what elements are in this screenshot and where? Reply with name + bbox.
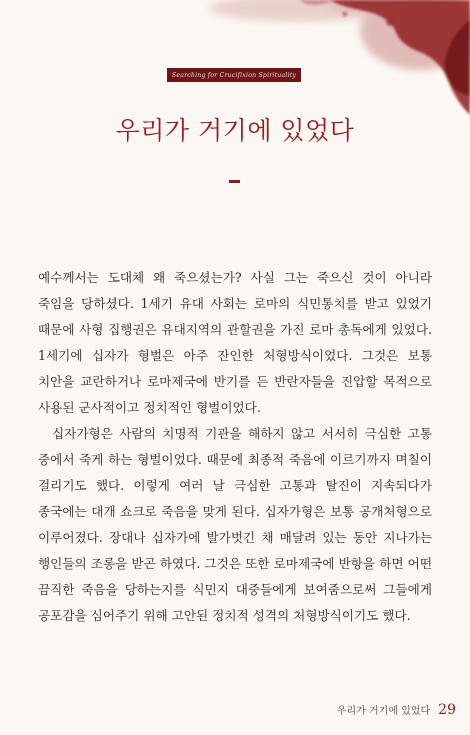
page-number: 29	[438, 702, 456, 718]
body-text	[38, 265, 432, 629]
paragraph-2: 십자가형은 사람의 치명적 기관을 해하지 않고 서서히 극심한 고통 중에서 죽게 하는 형벌이었다. 때문에 최종적 죽음에 이르기까지 며칠이 걸리기도 했다. 이렇게 여러 날 극심한 고통과 탈진이 지속되다가 종국에는 대개 쇼크로 죽음을 맞게 된다. 십자가형은 보통 공개처형으로 이루어졌다. 장대나 십자가에 발가벗긴 채 매달려 있는 동안 지나가는 행인들의 조롱을 받곤 하였다. 그것은 또한 로마제국에 반항을 하면 어떤 끔직한 죽음을 당하는지를 식민지 대중들에게 보여줌으로써 그들에게 공포감을 심어주기 위해 고안된 정치적 성격의 처형방식이기도 했다.	[38, 426, 432, 623]
title-divider-dash	[229, 180, 240, 183]
series-banner	[167, 68, 301, 82]
page-footer	[337, 702, 456, 718]
chapter-title: 우리가 거기에 있었다	[115, 116, 355, 145]
paragraph-1: 예수께서는 도대체 왜 죽으셨는가? 사실 그는 죽으신 것이 아니라 죽임을 당하셨다. 1세기 유대 사회는 로마의 식민통치를 받고 있었기 때문에 사형 집행권은 유대지역의 관할권을 가진 로마 총독에게 있었다. 1세기에 십자가 형벌은 아주 잔인한 처형방식이었다. 그것은 보통 치안을 교란하거나 로마제국에 반기를 든 반란자들을 진압할 목적으로 사용된 군사적이고 정치적인 형벌이었다.	[38, 270, 432, 415]
ink-stain-decoration	[0, 0, 470, 120]
series-banner-text: Searching for Crucifixion Spirituality	[171, 71, 297, 79]
running-title: 우리가 거기에 있었다	[336, 706, 431, 717]
